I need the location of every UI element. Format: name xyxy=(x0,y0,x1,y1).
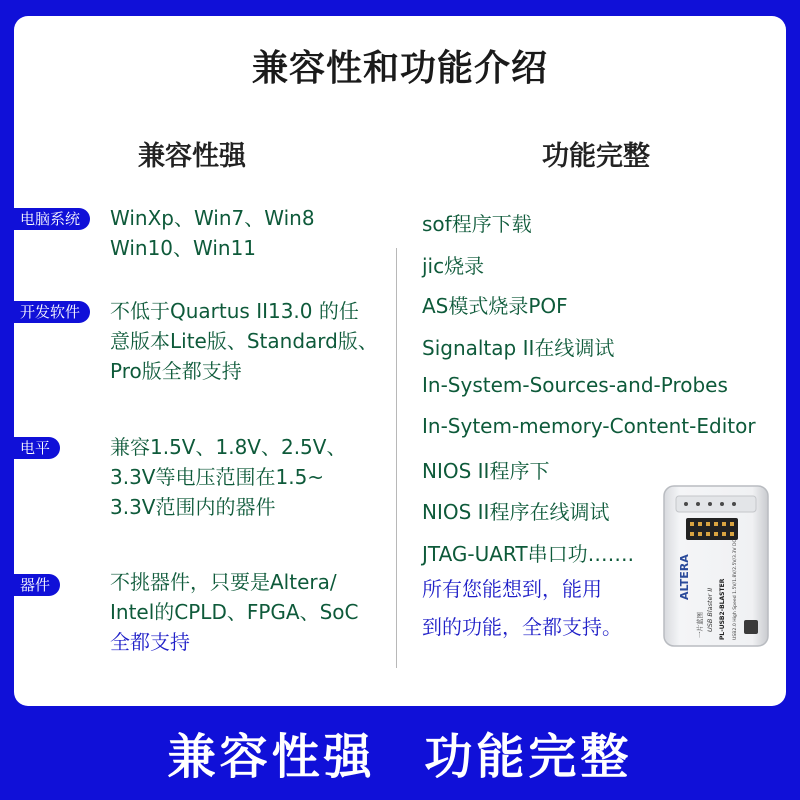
software-line-2: 意版本Lite版、Standard版、 xyxy=(110,329,378,353)
os-line-1: WinXp、Win7、Win8 xyxy=(110,206,315,230)
summary-line-2: 到的功能，全都支持。 xyxy=(422,615,622,639)
column-divider xyxy=(396,248,397,668)
device-tag: 器件 xyxy=(14,574,60,596)
feature-item: In-Sytem-memory-Content-Editor xyxy=(422,414,756,438)
device-model: USB Blaster II xyxy=(706,587,714,632)
feature-item: NIOS II程序下 xyxy=(422,459,550,483)
device-line-2: Intel的CPLD、FPGA、SoC xyxy=(110,600,359,624)
usb-logo-icon xyxy=(744,620,758,634)
footer-left: 兼容性强 xyxy=(167,729,376,785)
voltage-text xyxy=(110,432,346,522)
device-label: PL-USB2-BLASTER xyxy=(719,578,726,640)
usb-blaster-image xyxy=(660,482,772,650)
footer-right: 功能完整 xyxy=(424,729,633,785)
software-line-1: 不低于Quartus II13.0 的任 xyxy=(110,299,359,323)
device-line-1: 不挑器件，只要是Altera/ xyxy=(110,570,337,594)
device-text xyxy=(110,567,359,657)
voltage-line-2: 3.3V等电压范围在1.5~ xyxy=(110,465,325,489)
feature-item: In-System-Sources-and-Probes xyxy=(422,373,728,397)
os-line-2: Win10、Win11 xyxy=(110,236,257,260)
features-summary xyxy=(422,570,622,646)
voltage-line-1: 兼容1.5V、1.8V、2.5V、 xyxy=(110,435,347,459)
os-tag: 电脑系统 xyxy=(14,208,90,230)
feature-item: Signaltap II在线调试 xyxy=(422,336,615,360)
os-text xyxy=(110,203,315,263)
left-column-heading: 兼容性强 xyxy=(138,141,246,172)
feature-item: jic烧录 xyxy=(422,254,485,278)
device-spec: USB2.0 High Speed 1.5V/1.8V/2.5V/3.3V DC xyxy=(733,539,738,640)
feature-item: sof程序下载 xyxy=(422,212,532,236)
software-tag: 开发软件 xyxy=(14,301,90,323)
footer-banner xyxy=(0,718,800,787)
software-line-3: Pro版全都支持 xyxy=(110,359,242,383)
device-brand: ALTERA xyxy=(678,554,691,600)
device-maker: 一片蓝图 xyxy=(696,612,704,638)
device-line-3: 全都支持 xyxy=(110,630,190,654)
software-text xyxy=(110,296,378,386)
jtag-connector xyxy=(686,518,738,540)
feature-item: NIOS II程序在线调试 xyxy=(422,500,610,524)
voltage-line-3: 3.3V范围内的器件 xyxy=(110,495,276,519)
right-column-heading: 功能完整 xyxy=(542,141,650,172)
page-title: 兼容性和功能介绍 xyxy=(251,48,548,89)
summary-line-1: 所有您能想到，能用 xyxy=(422,577,602,601)
voltage-tag: 电平 xyxy=(14,437,60,459)
feature-item: JTAG-UART串口功……. xyxy=(422,542,634,566)
feature-item: AS模式烧录POF xyxy=(422,294,568,318)
